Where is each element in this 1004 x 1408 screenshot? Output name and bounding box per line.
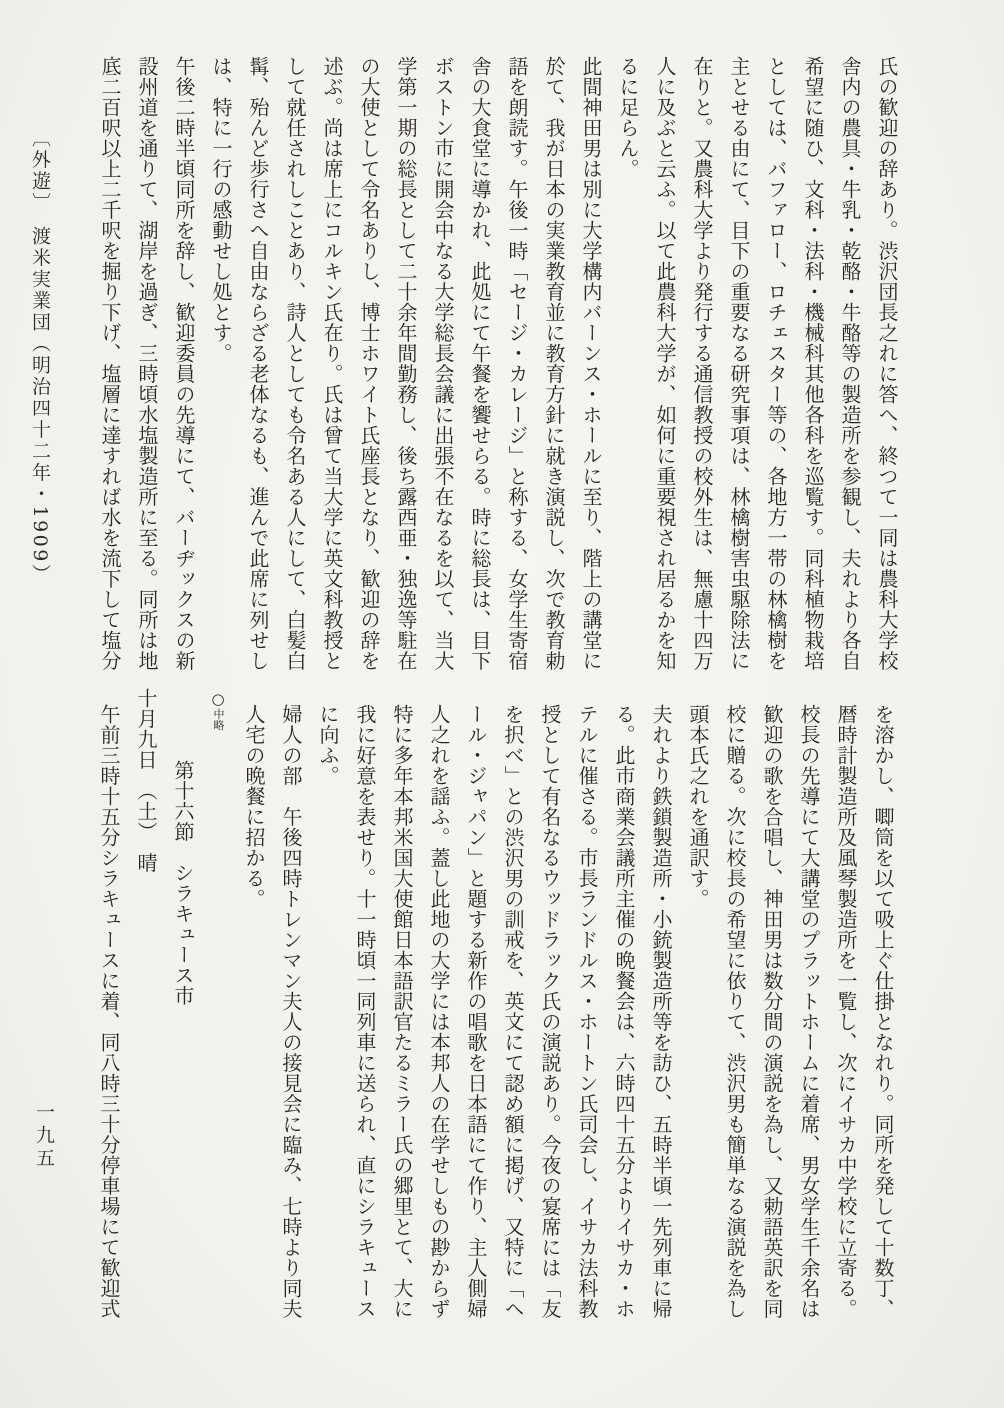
bottom-text-block [90,688,901,1319]
text-column: 述ぶ。尚は席上にコルキン氏在り。氏は曾て当大学に英文科教授と [320,56,344,671]
text-column: 頭本氏之れを通訳す。 [686,704,710,909]
text-column: るに足らん。 [616,56,640,179]
text-column: は、特に一行の感動せし処とす。 [209,56,233,364]
text-column: 主とせる由にて、目下の重要なる研究事項は、林檎樹害虫駆除法に [727,56,751,671]
text-column: 校に贈る。次に校長の希望に依りて、渋沢男も簡単なる演説を為し [723,704,747,1319]
page-number: 一九五 [33,1102,55,1171]
text-column: 人之れを謡ふ。蓋し此地の大学には本邦人の在学せしもの尠からず [427,704,451,1319]
text-column: 語を朗読す。午後一時「セージ・カレージ」と称する、女学生寄宿 [505,56,529,671]
text-column: 設州道を通りて、湖岸を過ぎ、三時頃水塩製造所に至る。同所は地 [135,56,159,671]
text-column: して就任されしことあり、詩人としても令名ある人にして、白髪白 [283,56,307,671]
date-heading: 十月九日 （土） 晴 [134,688,158,873]
text-column: 学第一期の総長として二十余年間勤務し、後ち露西亜・独逸等駐在 [394,56,418,671]
text-column: ール・ジャパン」と題する新作の唱歌を日本語にて作り、主人側婦 [464,704,488,1319]
text-column: 舎内の農具・牛乳・乾酪・牛酪等の製造所を参観し、夫れより各自 [838,56,862,671]
text-column: を択べ」との渋沢男の訓戒を、英文にて認め額に掲げ、又特に「ヘ [501,704,525,1319]
text-column: 底二百呎以上二千呎を掘り下げ、塩層に達すれば水を流下して塩分 [98,56,122,671]
text-column: 歓迎の歌を合唱し、神田男は数分間の演説を為し、又勅語英訳を同 [760,704,784,1319]
text-column: 我に好意を表せり。十一時頃一同列車に送られ、直にシラキュース [353,704,377,1319]
text-column: 人宅の晩餐に招かる。 [242,704,266,909]
text-column: テルに催さる。市長ランドルス・ホートン氏司会し、イサカ法科教 [575,704,599,1319]
text-column: 校長の先導にて大講堂のプラットホームに着席、男女学生千余名は [797,704,821,1319]
text-column: 授として有名なるウッドラック氏の演説あり。今夜の宴席には「友 [538,704,562,1319]
circle-mark: ○ [209,690,227,709]
text-column: 暦時計製造所及風琴製造所を一覧し、次にイサカ中学校に立寄る。 [834,704,858,1319]
text-column: 婦人の部 午後四時トレンマン夫人の接見会に臨み、七時より同夫 [279,704,303,1319]
omission-label: 中略 [212,708,225,731]
top-text-block [91,56,905,672]
text-column: 此間神田男は別に大学構内バーンス・ホールに至り、階上の講堂に [579,56,603,671]
text-column: 特に多年本邦米国大使館日本語訳官たるミラー氏の郷里とて、大に [390,704,414,1319]
text-column: 午後二時半頃同所を辞し、歓迎委員の先導にて、バーヂックスの新 [172,56,196,671]
text-column: 午前三時十五分シラキュースに着、同八時三十分停車場にて歓迎式 [97,704,121,1319]
margin-title: 〔外遊〕 渡米実業団（明治四十二年・1909） [29,128,51,586]
omission-note [201,688,235,1312]
text-column: を溶かし、唧筒を以て吸上ぐ仕掛となれり。同所を発して十数丁、 [871,704,895,1319]
text-column: 人に及ぶと云ふ。以て此農科大学が、如何に重要視され居るかを知 [653,56,677,671]
section-heading: 第十六節 シラキュース市 [171,760,195,1006]
text-column: 舎の大食堂に導かれ、此処にて午餐を饗せらる。時に総長は、目下 [468,56,492,671]
text-column: 在りと。又農科大学より発行する通信教授の校外生は、無慮十四万 [690,56,714,671]
text-column: に向ふ。 [316,704,340,786]
text-column: 於て、我が日本の実業教育並に教育方針に就き演説し、次で教育勅 [542,56,566,671]
text-column: 氏の歓迎の辞あり。渋沢団長之れに答へ、終つて一同は農科大学校 [875,56,899,671]
text-column: 希望に随ひ、文科・法科・機械科其他各科を巡覧す。同科植物栽培 [801,56,825,671]
text-column: る。此市商業会議所主催の晩餐会は、六時四十五分よりイサカ・ホ [612,704,636,1319]
text-column: 髯、殆んど歩行さへ自由ならざる老体なるも、進んで此席に列せし [246,56,270,671]
text-column: 夫れより鉄鎖製造所・小銃製造所等を訪ひ、五時半頃一先列車に帰 [649,704,673,1319]
text-column: ボストン市に開会中なる大学総長会議に出張不在なるを以て、当大 [431,56,455,671]
text-column: の大使として令名ありし、博士ホワイト氏座長となり、歓迎の辞を [357,56,381,671]
text-column: としては、バファロー、ロチェスター等の、各地方一帯の林檎樹を [764,56,788,671]
